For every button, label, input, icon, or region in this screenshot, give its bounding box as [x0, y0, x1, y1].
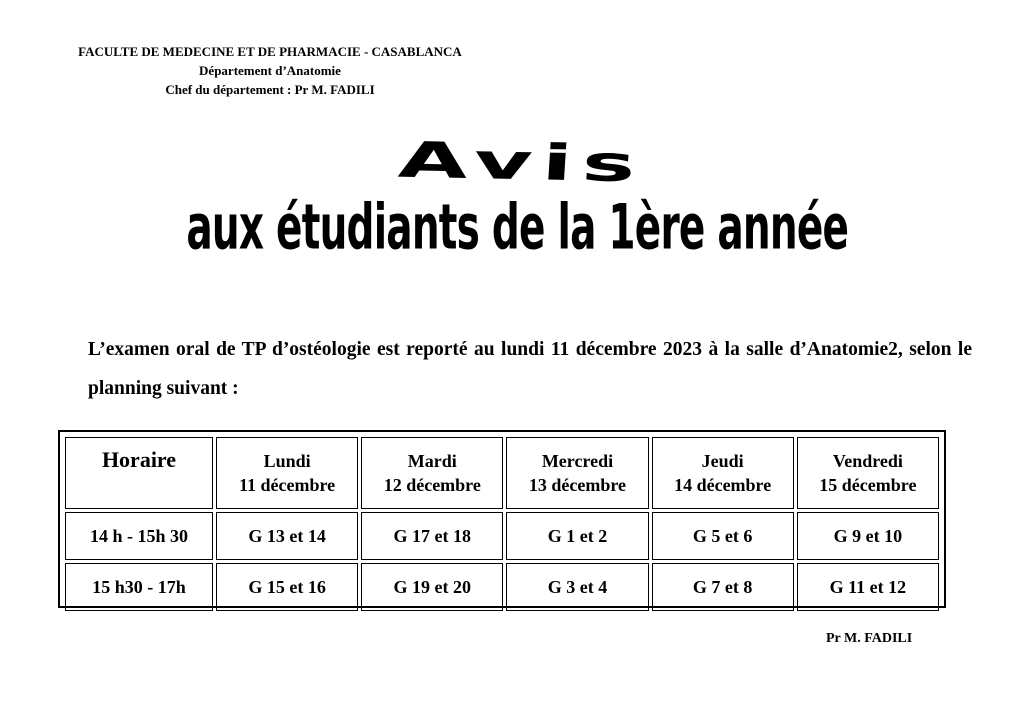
day-date: 13 décembre — [528, 475, 627, 495]
day-name: Jeudi — [701, 451, 744, 471]
group-cell: G 1 et 2 — [506, 512, 648, 560]
department-head: Chef du département : Pr M. FADILI — [165, 82, 375, 97]
notice-title-text: Avis — [396, 130, 648, 194]
notice-subtitle-text: aux étudiants de la 1ère année — [186, 190, 848, 264]
notice-body: L’examen oral de TP d’ostéologie est reporté au lundi 11 décembre 2023 à la salle d’Anatomie2, selon le planning suivant : — [88, 339, 972, 399]
day-header-cell — [797, 437, 939, 509]
time-slot-cell: 15 h30 - 17h — [65, 563, 213, 611]
notice-subtitle — [0, 190, 1024, 264]
schedule-corner-cell: Horaire — [65, 437, 213, 509]
day-name: Mardi — [407, 451, 457, 471]
day-header-cell — [652, 437, 794, 509]
day-date: 12 décembre — [383, 475, 481, 495]
day-date: 11 décembre — [239, 475, 336, 495]
day-header-cell — [361, 437, 503, 509]
group-cell: G 19 et 20 — [361, 563, 503, 611]
day-name: Lundi — [263, 451, 311, 471]
schedule-row — [65, 512, 939, 560]
faculty-name: FACULTE DE MEDECINE ET DE PHARMACIE - CASABLANCA — [78, 44, 462, 59]
day-name: Mercredi — [541, 451, 614, 471]
group-cell: G 7 et 8 — [652, 563, 794, 611]
group-cell: G 11 et 12 — [797, 563, 939, 611]
group-cell: G 3 et 4 — [506, 563, 648, 611]
group-cell: G 15 et 16 — [216, 563, 358, 611]
group-cell: G 5 et 6 — [652, 512, 794, 560]
day-date: 14 décembre — [674, 475, 772, 495]
schedule-header-row — [65, 437, 939, 509]
day-name: Vendredi — [832, 451, 903, 471]
group-cell: G 17 et 18 — [361, 512, 503, 560]
day-header-cell — [216, 437, 358, 509]
faculty-header — [40, 42, 500, 99]
signature: Pr M. FADILI — [826, 631, 913, 646]
schedule-table — [62, 434, 942, 614]
notice-title — [0, 128, 1024, 196]
day-header-cell — [506, 437, 648, 509]
group-cell: G 13 et 14 — [216, 512, 358, 560]
exam-schedule — [58, 430, 946, 608]
department-name: Département d’Anatomie — [199, 63, 341, 78]
schedule-row — [65, 563, 939, 611]
group-cell: G 9 et 10 — [797, 512, 939, 560]
time-slot-cell: 14 h - 15h 30 — [65, 512, 213, 560]
day-date: 15 décembre — [819, 475, 917, 495]
